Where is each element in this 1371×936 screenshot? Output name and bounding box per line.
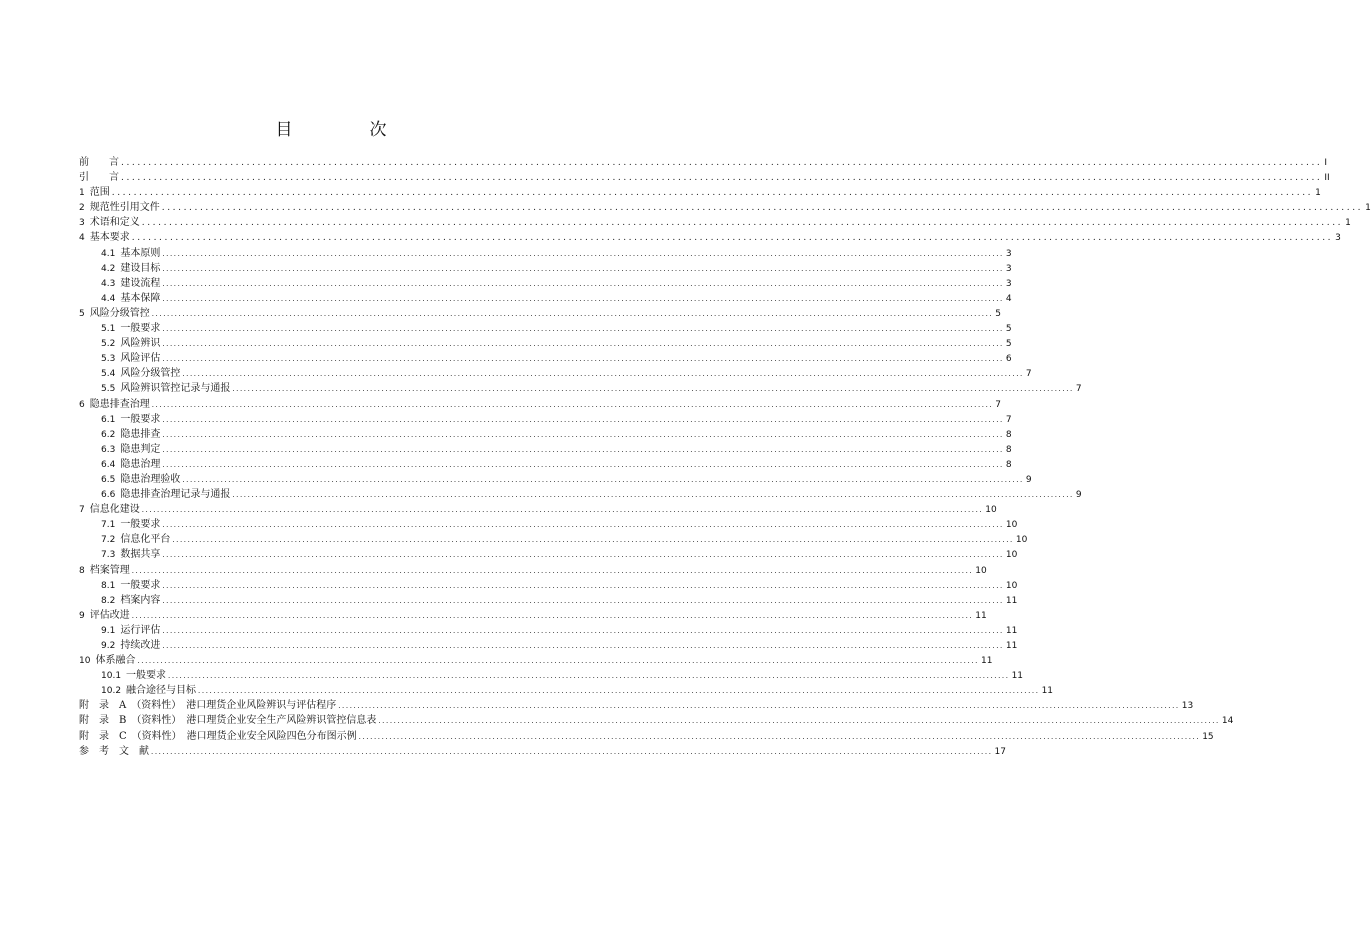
toc-entry[interactable] [79, 532, 1028, 547]
toc-entry-label [79, 713, 376, 728]
toc-entry-text: 融合途径与目标 [126, 685, 197, 697]
toc-entry[interactable] [79, 261, 1012, 276]
toc-entry-text: 一般要求 [126, 670, 167, 682]
toc-entry-label [79, 457, 160, 473]
toc-entry[interactable] [79, 623, 1018, 638]
toc-entry[interactable] [79, 517, 1018, 532]
toc-entry-number: 6 [79, 399, 85, 410]
dot-leader: ............................................................................................................................................................................................................................ [168, 672, 1010, 681]
toc-entry-label [79, 487, 230, 503]
toc-entry-label [79, 215, 140, 231]
toc-entry-label [79, 170, 119, 185]
toc-entry-number: 5.4 [101, 369, 116, 380]
toc-entry-number: 4.2 [101, 263, 116, 274]
toc-entry-number: 5 [79, 308, 85, 319]
toc-entry[interactable] [79, 155, 1328, 170]
toc-entry[interactable] [79, 729, 1214, 744]
toc-entry[interactable] [79, 578, 1018, 593]
toc-entry-number: 10 [79, 656, 91, 667]
toc-entry-text: 附 录 B （资料性） 港口理货企业安全生产风险辨识管控信息表 [79, 715, 377, 727]
toc-entry-label [79, 427, 160, 443]
toc-entry-number: 10.1 [101, 671, 122, 682]
toc-entry[interactable] [79, 351, 1012, 366]
toc-entry-label [79, 729, 357, 744]
toc-entry-label [79, 246, 160, 262]
toc-entry[interactable] [79, 276, 1012, 291]
toc-entry[interactable] [79, 321, 1012, 336]
toc-entry-page-number: II [1324, 173, 1330, 184]
toc-entry[interactable] [79, 230, 1341, 245]
dot-leader: ............................................................................................................................................................................................................................ [162, 521, 1004, 530]
toc-entry[interactable] [79, 397, 1001, 412]
toc-entry-text: 一般要求 [120, 323, 161, 335]
dot-leader: ............................................................................................................................................................................................................................ [378, 717, 1220, 726]
toc-entry-label [79, 230, 130, 246]
toc-entry-number: 4 [79, 233, 85, 244]
toc-entry-page-number: 7 [1075, 384, 1082, 395]
dot-leader: ............................................................................................................................................................................................................................ [162, 626, 1004, 635]
toc-entry-label [79, 744, 149, 759]
toc-entry-label [79, 593, 160, 609]
toc-entry-page-number: 11 [1011, 671, 1024, 682]
dot-leader: ............................................................................................................................................................................................................................ [162, 445, 1004, 454]
toc-entry-label [79, 412, 160, 428]
toc-entry-number: 6.2 [101, 429, 116, 440]
toc-entry-page-number: 11 [1005, 595, 1018, 606]
toc-entry-text: 体系融合 [95, 655, 136, 667]
toc-entry-page-number: 10 [1005, 520, 1018, 531]
dot-leader: ............................................................................................................................................................................................................................ [162, 460, 1004, 469]
toc-entry-text: 信息化建设 [89, 504, 140, 516]
dot-leader: ............................................................................................................................................................................................................................ [358, 732, 1201, 741]
toc-entry[interactable] [79, 291, 1012, 306]
toc-entry-text: 范围 [89, 187, 110, 199]
toc-entry-page-number: 10 [1005, 580, 1018, 591]
toc-entry[interactable] [79, 638, 1018, 653]
toc-entry[interactable] [79, 653, 993, 668]
toc-entry-text: 持续改进 [120, 640, 161, 651]
toc-entry-page-number: 9 [1025, 474, 1032, 485]
toc-entry-page-number: 10 [1015, 535, 1028, 546]
toc-entry-number: 10.2 [101, 686, 122, 697]
toc-entry-page-number: 3 [1005, 263, 1012, 274]
table-of-contents [79, 155, 1371, 759]
toc-entry-number: 6.4 [101, 459, 116, 470]
toc-entry[interactable] [79, 698, 1194, 713]
dot-leader: ............................................................................................................................................................................................................................ [111, 188, 1314, 199]
toc-entry-page-number: 5 [1005, 339, 1012, 350]
toc-entry-page-number: 10 [1005, 550, 1018, 561]
toc-entry-page-number: 8 [1005, 459, 1012, 470]
toc-entry-number: 9.2 [101, 641, 116, 651]
toc-entry-text: 风险分级管控 [89, 307, 150, 319]
toc-entry-text: 风险分级管控 [120, 368, 181, 380]
dot-leader: ............................................................................................................................................................................................................................ [151, 747, 993, 756]
toc-entry-page-number: 4 [1005, 293, 1012, 304]
toc-entry-label [79, 276, 160, 292]
dot-leader: ............................................................................................................................................................................................................................ [162, 415, 1004, 424]
toc-entry-number: 8 [79, 565, 85, 576]
toc-entry-text: 档案内容 [120, 594, 161, 606]
toc-entry-page-number: 8 [1005, 444, 1012, 455]
toc-entry-page-number: 5 [1005, 324, 1012, 335]
toc-entry-number: 8.2 [101, 595, 116, 606]
toc-entry-page-number: 7 [995, 399, 1001, 410]
toc-entry[interactable] [79, 336, 1012, 351]
toc-entry-number: 7.2 [101, 535, 116, 546]
toc-entry[interactable] [79, 200, 1371, 215]
toc-entry-label [79, 442, 160, 458]
toc-entry-label [79, 321, 160, 337]
toc-entry-number: 4.3 [101, 278, 116, 289]
toc-entry-text: 参 考 文 献 [79, 745, 149, 757]
toc-entry[interactable] [79, 593, 1018, 608]
toc-entry-page-number: 3 [1005, 278, 1012, 289]
dot-leader: ............................................................................................................................................................................................................................ [172, 536, 1014, 545]
toc-entry-label [79, 502, 140, 518]
toc-entry-label [79, 638, 160, 654]
toc-entry[interactable] [79, 442, 1012, 457]
toc-entry-number: 9.1 [101, 625, 116, 636]
toc-entry-text: 运行评估 [120, 624, 161, 636]
toc-entry-page-number: 5 [995, 308, 1001, 319]
toc-entry-text: 术语和定义 [89, 217, 140, 229]
toc-entry-text: 隐患排查治理 [89, 398, 150, 410]
toc-entry[interactable] [79, 608, 987, 623]
toc-entry-label [79, 397, 150, 413]
toc-entry-label [79, 623, 160, 639]
dot-leader: ............................................................................................................................................................................................................................ [198, 687, 1040, 696]
page-title: 目 次 [275, 120, 417, 140]
toc-entry-text: 规范性引用文件 [89, 202, 160, 214]
toc-entry[interactable] [79, 563, 987, 578]
toc-entry-text: 隐患判定 [120, 443, 161, 455]
toc-entry-label [79, 472, 180, 488]
toc-entry-page-number: 11 [1041, 686, 1054, 697]
dot-leader: ............................................................................................................................................................................................................................ [131, 611, 974, 620]
toc-entry-number: 7.3 [101, 550, 116, 561]
toc-entry-page-number: 3 [1005, 248, 1012, 259]
dot-leader: ............................................................................................................................................................................................................................ [162, 581, 1004, 590]
toc-entry-label [79, 653, 135, 669]
toc-entry-label [79, 336, 160, 352]
toc-entry-page-number: 1 [1365, 203, 1371, 214]
dot-leader: ............................................................................................................................................................................................................................ [162, 355, 1004, 364]
toc-entry[interactable] [79, 215, 1351, 230]
toc-entry[interactable] [79, 744, 1006, 759]
toc-entry-label [79, 517, 160, 533]
toc-entry-text: 风险辨识管控记录与通报 [120, 383, 231, 395]
toc-entry-label [79, 306, 150, 322]
toc-entry-label [79, 683, 196, 699]
toc-entry-text: 一般要求 [120, 519, 161, 531]
dot-leader: ............................................................................................................................................................................................................................ [162, 642, 1004, 650]
toc-entry-label [79, 547, 160, 563]
toc-entry-page-number: 7 [1025, 369, 1032, 380]
dot-leader: ............................................................................................................................................................................................................................ [161, 203, 1364, 214]
toc-entry[interactable] [79, 381, 1082, 396]
toc-entry-text: 隐患治理验收 [120, 473, 181, 485]
toc-entry[interactable] [79, 366, 1032, 381]
dot-leader: ............................................................................................................................................................................................................................ [338, 702, 1180, 711]
toc-entry-text: 风险评估 [120, 353, 161, 365]
toc-entry-text: 数据共享 [120, 549, 161, 561]
toc-entry-text: 附 录 A （资料性） 港口理货企业风险辨识与评估程序 [79, 700, 337, 712]
toc-entry-page-number: 15 [1202, 731, 1214, 742]
dot-leader: ............................................................................................................................................................................................................................ [162, 249, 1004, 258]
toc-entry-label [79, 381, 230, 397]
toc-entry-page-number: 11 [1005, 641, 1018, 651]
dot-leader: ............................................................................................................................................................................................................................ [141, 218, 1344, 229]
dot-leader: ............................................................................................................................................................................................................................ [162, 325, 1004, 334]
toc-entry-text: 基本原则 [120, 247, 161, 259]
toc-entry[interactable] [79, 185, 1321, 200]
toc-entry-label [79, 563, 130, 579]
toc-entry[interactable] [79, 412, 1012, 427]
dot-leader: ............................................................................................................................................................................................................................ [182, 370, 1024, 379]
toc-entry-text: 评估改进 [89, 609, 130, 621]
toc-entry-page-number: 10 [975, 565, 987, 576]
dot-leader: ............................................................................................................................................................................................................................ [121, 173, 1323, 184]
toc-entry[interactable] [79, 668, 1024, 683]
toc-entry-text: 隐患治理 [120, 458, 161, 470]
toc-entry-number: 6.3 [101, 444, 116, 455]
toc-entry-text: 基本保障 [120, 292, 161, 304]
toc-entry-text: 档案管理 [89, 564, 130, 576]
toc-entry[interactable] [79, 170, 1330, 185]
dot-leader: ............................................................................................................................................................................................................................ [131, 566, 974, 575]
toc-entry-label [79, 261, 160, 277]
dot-leader: ............................................................................................................................................................................................................................ [162, 551, 1004, 560]
dot-leader: ............................................................................................................................................................................................................................ [162, 294, 1004, 303]
toc-entry-page-number: 1 [1345, 218, 1351, 229]
toc-entry-text: 建设流程 [120, 277, 161, 289]
toc-entry-page-number: 3 [1335, 233, 1341, 244]
toc-entry-page-number: 17 [994, 746, 1006, 757]
toc-entry-text: 风险辨识 [120, 338, 161, 350]
toc-entry-label [79, 291, 160, 307]
toc-entry-page-number: 6 [1005, 354, 1012, 365]
dot-leader: ............................................................................................................................................................................................................................ [121, 158, 1323, 168]
toc-entry-page-number: 13 [1181, 701, 1194, 712]
toc-entry-number: 1 [79, 188, 85, 199]
toc-entry[interactable] [79, 547, 1018, 562]
toc-entry[interactable] [79, 457, 1012, 472]
toc-entry-text: 隐患排查 [120, 428, 161, 440]
dot-leader: ............................................................................................................................................................................................................................ [151, 400, 994, 409]
toc-entry-page-number: 14 [1221, 716, 1234, 727]
toc-entry-text: 一般要求 [120, 413, 161, 425]
toc-entry-label [79, 155, 119, 170]
toc-entry-text: 附 录 C （资料性） 港口理货企业安全风险四色分布图示例 [79, 730, 357, 742]
dot-leader: ............................................................................................................................................................................................................................ [182, 475, 1024, 484]
toc-entry-number: 5.3 [101, 354, 116, 365]
toc-entry[interactable] [79, 487, 1082, 502]
toc-entry-page-number: 9 [1075, 490, 1082, 501]
dot-leader: ............................................................................................................................................................................................................................ [151, 309, 994, 318]
dot-leader: ............................................................................................................................................................................................................................ [141, 506, 984, 515]
toc-entry-label [79, 351, 160, 367]
toc-entry-number: 4.1 [101, 248, 116, 259]
toc-entry-label [79, 185, 110, 201]
toc-entry-number: 7 [79, 505, 85, 516]
dot-leader: ............................................................................................................................................................................................................................ [232, 385, 1074, 394]
toc-entry-label [79, 578, 160, 594]
toc-entry-page-number: 11 [975, 610, 987, 621]
dot-leader: ............................................................................................................................................................................................................................ [162, 430, 1004, 439]
toc-entry-number: 5.1 [101, 324, 116, 335]
toc-entry-number: 7.1 [101, 520, 116, 531]
toc-entry-number: 3 [79, 218, 85, 229]
toc-entry-page-number: I [1324, 158, 1328, 168]
toc-entry-label [79, 608, 130, 624]
toc-entry-text: 引 言 [79, 172, 119, 184]
toc-entry[interactable] [79, 683, 1054, 698]
dot-leader: ............................................................................................................................................................................................................................ [232, 491, 1074, 500]
toc-entry-page-number: 10 [985, 505, 997, 516]
toc-entry-text: 信息化平台 [120, 534, 171, 546]
toc-entry-page-number: 7 [1005, 414, 1012, 425]
toc-entry[interactable] [79, 472, 1032, 487]
toc-entry-text: 隐患排查治理记录与通报 [120, 489, 231, 501]
toc-entry-label [79, 200, 160, 216]
toc-entry-page-number: 1 [1315, 188, 1321, 199]
toc-entry-number: 4.4 [101, 293, 116, 304]
toc-entry-number: 5.5 [101, 384, 116, 395]
toc-entry-number: 6.6 [101, 490, 116, 501]
toc-entry-number: 9 [79, 610, 85, 621]
toc-entry[interactable] [79, 502, 997, 517]
toc-entry-number: 2 [79, 203, 85, 214]
toc-entry[interactable] [79, 713, 1234, 728]
toc-entry-text: 基本要求 [89, 232, 130, 244]
toc-entry[interactable] [79, 306, 1001, 321]
toc-entry-label [79, 698, 336, 713]
dot-leader: ............................................................................................................................................................................................................................ [137, 657, 979, 666]
toc-entry-page-number: 8 [1005, 429, 1012, 440]
toc-entry-label [79, 668, 166, 684]
dot-leader: ............................................................................................................................................................................................................................ [162, 340, 1004, 349]
toc-entry-page-number: 11 [1005, 625, 1018, 636]
dot-leader: ............................................................................................................................................................................................................................ [162, 264, 1004, 273]
toc-entry[interactable] [79, 427, 1012, 442]
toc-entry-number: 6.1 [101, 414, 116, 425]
toc-entry-number: 8.1 [101, 580, 116, 591]
toc-entry-text: 前 言 [79, 157, 119, 168]
dot-leader: ............................................................................................................................................................................................................................ [131, 233, 1334, 244]
toc-entry[interactable] [79, 246, 1012, 261]
toc-entry-page-number: 11 [980, 656, 993, 667]
toc-entry-number: 6.5 [101, 474, 116, 485]
dot-leader: ............................................................................................................................................................................................................................ [162, 596, 1004, 605]
toc-entry-text: 一般要求 [120, 579, 161, 591]
toc-entry-label [79, 532, 170, 548]
dot-leader: ............................................................................................................................................................................................................................ [162, 279, 1004, 288]
toc-entry-label [79, 366, 180, 382]
toc-entry-text: 建设目标 [120, 262, 161, 274]
toc-entry-number: 5.2 [101, 339, 116, 350]
